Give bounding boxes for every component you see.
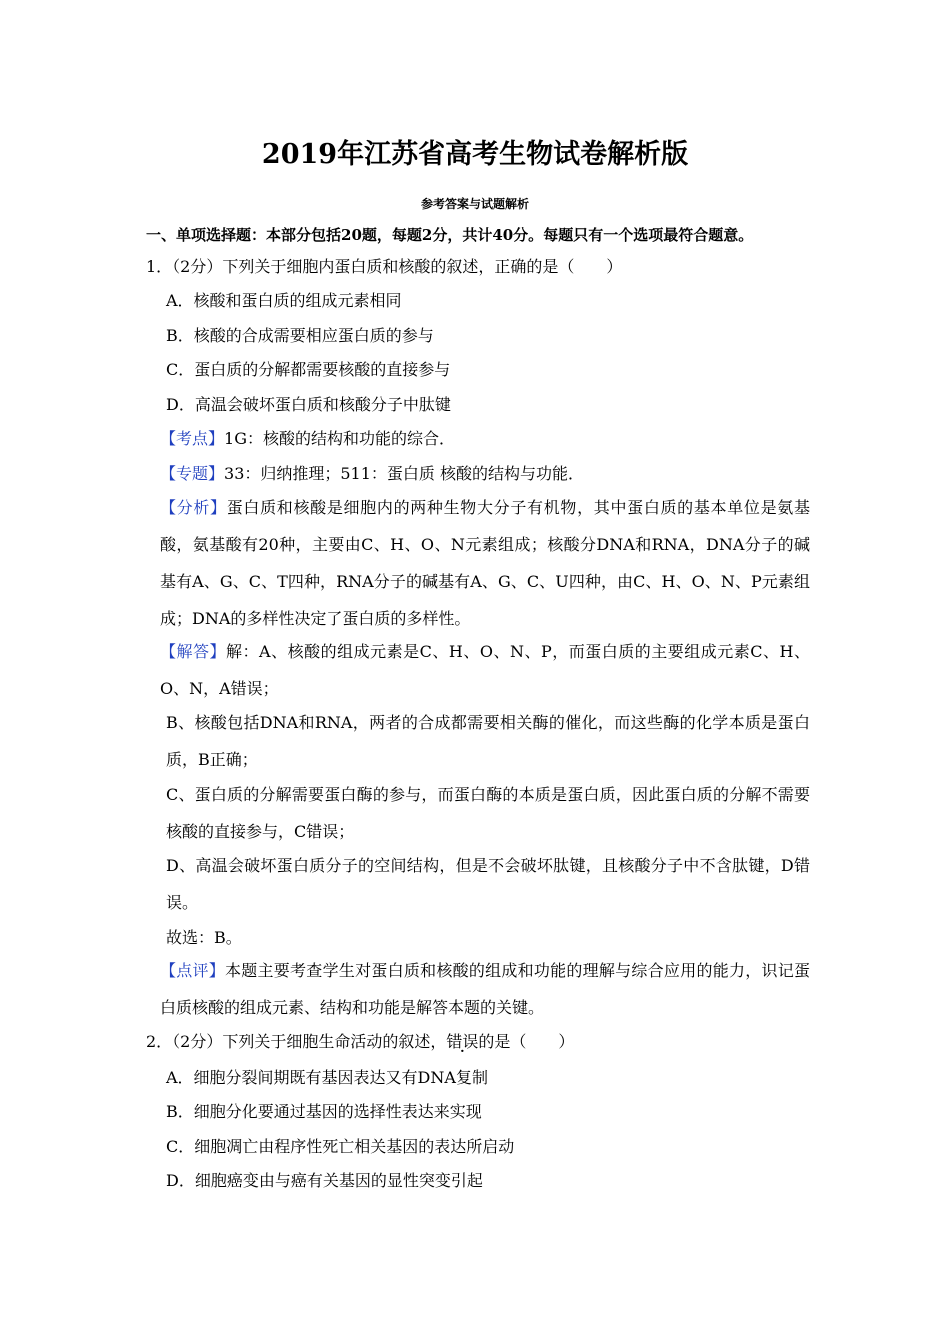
fenxi-text: 蛋白质和核酸是细胞内的两种生物大分子有机物，其中蛋白质的基本单位是氨基酸，氨基酸有20种，主要由C、H、O、N元素组成；核酸分DNA和RNA，DNA分子的碱基有A、G、C、T四种，RNA分子的碱基有A、G、C、U四种，由C、H、O、N、P元素组成；DNA的多样性决定了蛋白质的多样性。 — [160, 498, 810, 628]
q2-option-d: D．细胞癌变由与癌有关基因的显性突变引起 — [166, 1171, 483, 1190]
q1-option-a: A．核酸和蛋白质的组成元素相同 — [166, 291, 402, 310]
q1-jieda-c: C、蛋白质的分解需要蛋白酶的参与，而蛋白酶的本质是蛋白质，因此蛋白质的分解不需要核酸的直接参与，C错误； — [166, 785, 810, 841]
q2-option-b: B．细胞分化要通过基因的选择性表达来实现 — [166, 1102, 482, 1121]
q1-fenxi — [160, 489, 810, 637]
q2-stem-before: 2．（2分）下列关于细胞生命活动的叙述， — [146, 1032, 447, 1051]
q1-jieda-a — [160, 633, 810, 707]
section-header: 一、单项选择题：本部分包括20题，每题2分，共计40分。每题只有一个选项最符合题意。 — [146, 226, 754, 244]
dianping-tag: 【点评】 — [160, 961, 226, 980]
zhuanti-text: 33：归纳推理；511：蛋白质 核酸的结构与功能． — [224, 464, 585, 483]
jieda-tag: 【解答】 — [160, 642, 227, 661]
q2-stem-emphasis: 错误 — [446, 1032, 479, 1051]
q1-jieda-d: D、高温会破坏蛋白质分子的空间结构，但是不会破坏肽键，且核酸分子中不含肽键，D错误。 — [166, 856, 810, 912]
q1-kaodian — [160, 428, 455, 450]
page-title: 2019年江苏省高考生物试卷解析版 — [261, 139, 689, 170]
q1-option-d: D．高温会破坏蛋白质和核酸分子中肽键 — [166, 395, 451, 414]
dianping-text: 本题主要考查学生对蛋白质和核酸的组成和功能的理解与综合应用的能力，识记蛋白质核酸的组成元素、结构和功能是解答本题的关键。 — [160, 961, 810, 1017]
q1-option-c: C．蛋白质的分解都需要核酸的直接参与 — [166, 360, 451, 379]
zhuanti-tag: 【专题】 — [160, 464, 225, 483]
q2-option-a: A．细胞分裂间期既有基因表达又有DNA复制 — [166, 1068, 488, 1087]
q2-stem — [146, 1031, 574, 1053]
q2-stem-after: 的是（ ） — [478, 1032, 575, 1051]
q1-jieda-b: B、核酸包括DNA和RNA，两者的合成都需要相关酶的催化，而这些酶的化学本质是蛋白质，B正确； — [166, 713, 810, 769]
q1-answer: 故选：B。 — [166, 928, 242, 947]
jieda-a-text: 解：A、核酸的组成元素是C、H、O、N、P，而蛋白质的主要组成元素C、H、O、N，A错误； — [160, 642, 810, 698]
q1-stem: 1．（2分）下列关于细胞内蛋白质和核酸的叙述，正确的是（ ） — [146, 257, 623, 276]
q1-zhuanti — [160, 463, 584, 485]
page-subtitle: 参考答案与试题解析 — [420, 197, 529, 211]
q2-option-c: C．细胞凋亡由程序性死亡相关基因的表达所启动 — [166, 1137, 515, 1156]
q1-dianping — [160, 952, 810, 1026]
q1-option-b: B．核酸的合成需要相应蛋白质的参与 — [166, 326, 434, 345]
kaodian-tag: 【考点】 — [160, 429, 225, 448]
kaodian-text: 1G：核酸的结构和功能的综合． — [224, 429, 455, 448]
fenxi-tag: 【分析】 — [160, 498, 227, 517]
